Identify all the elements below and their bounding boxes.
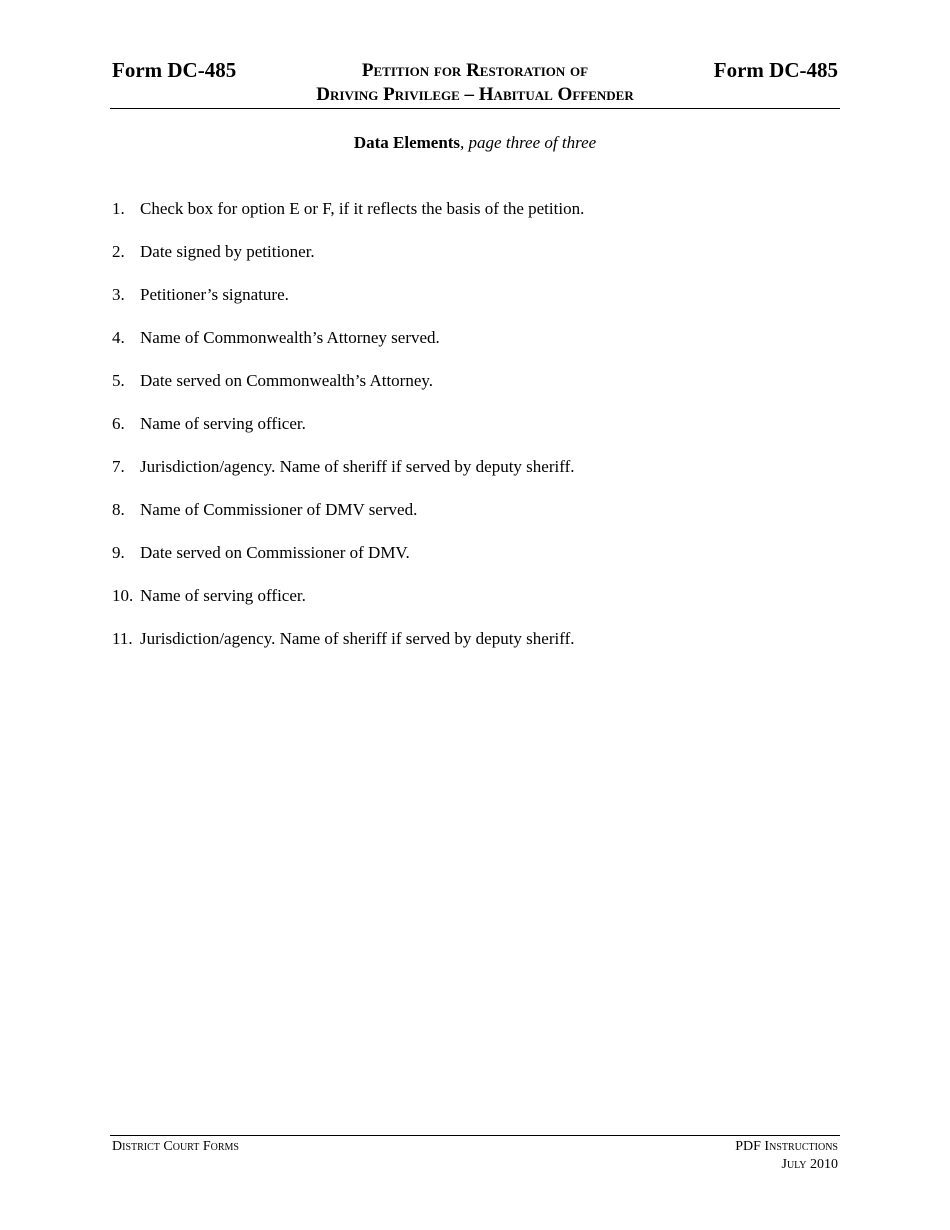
list-item <box>112 541 832 584</box>
item-number: 3. <box>112 285 125 304</box>
form-number-right: Form DC-485 <box>713 58 838 82</box>
list-item <box>112 197 832 240</box>
footer-right <box>735 1138 838 1174</box>
item-text: Name of Commonwealth’s Attorney served. <box>140 328 440 347</box>
section-heading-page: , page three of three <box>460 133 597 152</box>
item-number: 10. <box>112 586 134 605</box>
item-text: Name of serving officer. <box>140 586 306 605</box>
list-item <box>112 498 832 541</box>
list-item <box>112 326 832 369</box>
list-item <box>112 369 832 412</box>
section-heading <box>0 132 950 154</box>
item-text: Jurisdiction/agency. Name of sheriff if served by deputy sheriff. <box>140 457 575 476</box>
item-text: Petitioner’s signature. <box>140 285 289 304</box>
item-text: Name of Commissioner of DMV served. <box>140 500 418 519</box>
item-text: Jurisdiction/agency. Name of sheriff if served by deputy sheriff. <box>140 629 575 648</box>
list-item <box>112 412 832 455</box>
form-number-left: Form DC-485 <box>112 58 237 82</box>
item-number: 8. <box>112 500 125 519</box>
footer-right-line-1: PDF Instructions <box>735 1139 838 1154</box>
footer-right-line-2: July 2010 <box>781 1157 838 1172</box>
item-number: 6. <box>112 414 125 433</box>
list-item <box>112 584 832 627</box>
form-title-line-1: Petition for Restoration of <box>361 60 589 81</box>
item-number: 9. <box>112 543 125 562</box>
form-title-line-2: Driving Privilege – Habitual Offender <box>316 84 634 105</box>
item-text: Date served on Commonwealth’s Attorney. <box>140 371 434 390</box>
list-item <box>112 627 832 670</box>
item-number: 7. <box>112 457 125 476</box>
item-number: 1. <box>112 199 125 218</box>
item-text: Name of serving officer. <box>140 414 306 433</box>
item-number: 4. <box>112 328 125 347</box>
item-number: 2. <box>112 242 125 261</box>
item-text: Date served on Commissioner of DMV. <box>140 543 410 562</box>
list-item <box>112 455 832 498</box>
list-item <box>112 240 832 283</box>
item-text: Check box for option E or F, if it reflects the basis of the petition. <box>140 199 585 218</box>
item-text: Date signed by petitioner. <box>140 242 315 261</box>
section-heading-label: Data Elements <box>353 133 461 152</box>
page-header <box>110 56 840 109</box>
footer-left: District Court Forms <box>112 1139 239 1154</box>
list-item <box>112 283 832 326</box>
data-elements-list <box>112 197 832 670</box>
item-number: 5. <box>112 371 125 390</box>
item-number: 11. <box>112 629 133 648</box>
page-footer <box>110 1135 840 1172</box>
